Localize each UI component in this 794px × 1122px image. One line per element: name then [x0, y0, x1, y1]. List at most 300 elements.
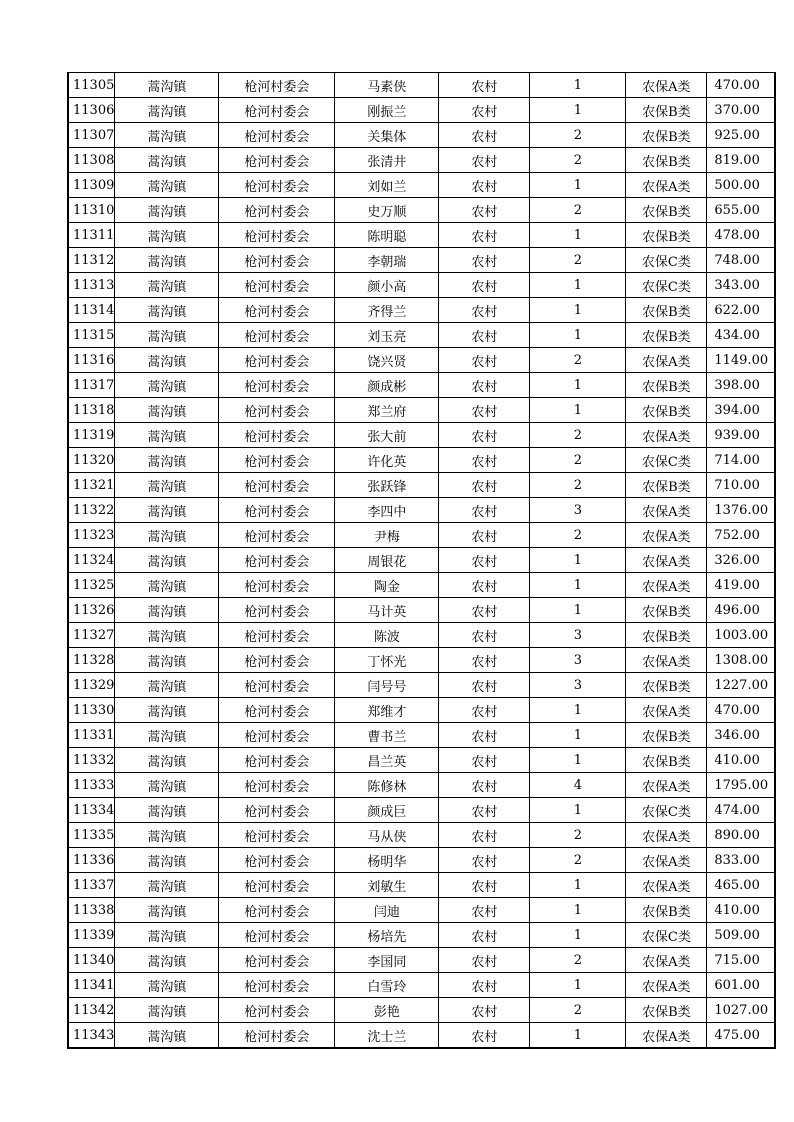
row-id-cell: 11315 — [68, 323, 115, 348]
town-cell: 蒿沟镇 — [115, 448, 219, 473]
household-count-cell: 1 — [530, 323, 626, 348]
insurance-class-cell: 农保B类 — [626, 98, 707, 123]
row-id-cell: 11316 — [68, 348, 115, 373]
row-id-cell: 11339 — [68, 923, 115, 948]
area-type-cell: 农村 — [439, 473, 530, 498]
table-row — [68, 448, 775, 473]
row-id-cell: 11313 — [68, 273, 115, 298]
table-row — [68, 123, 775, 148]
row-id-cell: 11327 — [68, 623, 115, 648]
name-cell: 刘如兰 — [335, 173, 439, 198]
table-row — [68, 598, 775, 623]
amount-cell: 890.00 — [707, 823, 775, 848]
area-type-cell: 农村 — [439, 323, 530, 348]
household-count-cell: 1 — [530, 923, 626, 948]
village-cell: 枪河村委会 — [219, 973, 335, 998]
village-cell: 枪河村委会 — [219, 398, 335, 423]
name-cell: 李四中 — [335, 498, 439, 523]
insurance-class-cell: 农保B类 — [626, 398, 707, 423]
amount-cell: 819.00 — [707, 148, 775, 173]
village-cell: 枪河村委会 — [219, 448, 335, 473]
village-cell: 枪河村委会 — [219, 723, 335, 748]
amount-cell: 1795.00 — [707, 773, 775, 798]
village-cell: 枪河村委会 — [219, 998, 335, 1023]
area-type-cell: 农村 — [439, 548, 530, 573]
town-cell: 蒿沟镇 — [115, 198, 219, 223]
village-cell: 枪河村委会 — [219, 73, 335, 98]
name-cell: 刘敏生 — [335, 873, 439, 898]
row-id-cell: 11311 — [68, 223, 115, 248]
table-row — [68, 473, 775, 498]
row-id-cell: 11305 — [68, 73, 115, 98]
insurance-class-cell: 农保A类 — [626, 848, 707, 873]
village-cell: 枪河村委会 — [219, 423, 335, 448]
amount-cell: 419.00 — [707, 573, 775, 598]
amount-cell: 394.00 — [707, 398, 775, 423]
table-row — [68, 273, 775, 298]
insurance-class-cell: 农保C类 — [626, 448, 707, 473]
table-row — [68, 423, 775, 448]
household-count-cell: 3 — [530, 623, 626, 648]
amount-cell: 370.00 — [707, 98, 775, 123]
table-row — [68, 298, 775, 323]
row-id-cell: 11340 — [68, 948, 115, 973]
area-type-cell: 农村 — [439, 998, 530, 1023]
insurance-class-cell: 农保B类 — [626, 473, 707, 498]
area-type-cell: 农村 — [439, 873, 530, 898]
name-cell: 关集体 — [335, 123, 439, 148]
table-row — [68, 648, 775, 673]
table-row — [68, 373, 775, 398]
village-cell: 枪河村委会 — [219, 848, 335, 873]
village-cell: 枪河村委会 — [219, 248, 335, 273]
village-cell: 枪河村委会 — [219, 698, 335, 723]
village-cell: 枪河村委会 — [219, 823, 335, 848]
row-id-cell: 11321 — [68, 473, 115, 498]
insurance-class-cell: 农保C类 — [626, 798, 707, 823]
amount-cell: 710.00 — [707, 473, 775, 498]
town-cell: 蒿沟镇 — [115, 248, 219, 273]
household-count-cell: 1 — [530, 298, 626, 323]
area-type-cell: 农村 — [439, 273, 530, 298]
area-type-cell: 农村 — [439, 298, 530, 323]
amount-cell: 752.00 — [707, 523, 775, 548]
area-type-cell: 农村 — [439, 748, 530, 773]
row-id-cell: 11320 — [68, 448, 115, 473]
row-id-cell: 11324 — [68, 548, 115, 573]
area-type-cell: 农村 — [439, 648, 530, 673]
insurance-class-cell: 农保A类 — [626, 73, 707, 98]
insurance-class-cell: 农保A类 — [626, 823, 707, 848]
name-cell: 马从侠 — [335, 823, 439, 848]
household-count-cell: 2 — [530, 948, 626, 973]
village-cell: 枪河村委会 — [219, 123, 335, 148]
name-cell: 齐得兰 — [335, 298, 439, 323]
town-cell: 蒿沟镇 — [115, 148, 219, 173]
table-row — [68, 723, 775, 748]
town-cell: 蒿沟镇 — [115, 273, 219, 298]
name-cell: 史万顺 — [335, 198, 439, 223]
amount-cell: 470.00 — [707, 73, 775, 98]
town-cell: 蒿沟镇 — [115, 948, 219, 973]
row-id-cell: 11328 — [68, 648, 115, 673]
town-cell: 蒿沟镇 — [115, 473, 219, 498]
insurance-class-cell: 农保C类 — [626, 923, 707, 948]
town-cell: 蒿沟镇 — [115, 873, 219, 898]
amount-cell: 1308.00 — [707, 648, 775, 673]
table-row — [68, 348, 775, 373]
name-cell: 饶兴贤 — [335, 348, 439, 373]
household-count-cell: 2 — [530, 198, 626, 223]
amount-cell: 1003.00 — [707, 623, 775, 648]
table-row — [68, 523, 775, 548]
insurance-class-cell: 农保A类 — [626, 873, 707, 898]
area-type-cell: 农村 — [439, 423, 530, 448]
table-row — [68, 623, 775, 648]
area-type-cell: 农村 — [439, 698, 530, 723]
row-id-cell: 11318 — [68, 398, 115, 423]
amount-cell: 1027.00 — [707, 998, 775, 1023]
name-cell: 李朝瑞 — [335, 248, 439, 273]
table-row — [68, 948, 775, 973]
row-id-cell: 11332 — [68, 748, 115, 773]
name-cell: 陈修林 — [335, 773, 439, 798]
table-row — [68, 98, 775, 123]
table-row — [68, 198, 775, 223]
village-cell: 枪河村委会 — [219, 1023, 335, 1049]
household-count-cell: 1 — [530, 748, 626, 773]
village-cell: 枪河村委会 — [219, 948, 335, 973]
name-cell: 彭艳 — [335, 998, 439, 1023]
amount-cell: 715.00 — [707, 948, 775, 973]
town-cell: 蒿沟镇 — [115, 623, 219, 648]
insurance-class-cell: 农保A类 — [626, 423, 707, 448]
area-type-cell: 农村 — [439, 173, 530, 198]
area-type-cell: 农村 — [439, 98, 530, 123]
insurance-class-cell: 农保A类 — [626, 173, 707, 198]
table-row — [68, 973, 775, 998]
amount-cell: 509.00 — [707, 923, 775, 948]
area-type-cell: 农村 — [439, 398, 530, 423]
area-type-cell: 农村 — [439, 198, 530, 223]
row-id-cell: 11331 — [68, 723, 115, 748]
row-id-cell: 11312 — [68, 248, 115, 273]
amount-cell: 465.00 — [707, 873, 775, 898]
row-id-cell: 11317 — [68, 373, 115, 398]
village-cell: 枪河村委会 — [219, 348, 335, 373]
town-cell: 蒿沟镇 — [115, 298, 219, 323]
amount-cell: 410.00 — [707, 748, 775, 773]
insurance-class-cell: 农保A类 — [626, 348, 707, 373]
insurance-class-cell: 农保A类 — [626, 698, 707, 723]
table-row — [68, 773, 775, 798]
household-count-cell: 1 — [530, 548, 626, 573]
village-cell: 枪河村委会 — [219, 873, 335, 898]
name-cell: 周银花 — [335, 548, 439, 573]
household-count-cell: 1 — [530, 898, 626, 923]
amount-cell: 478.00 — [707, 223, 775, 248]
town-cell: 蒿沟镇 — [115, 698, 219, 723]
town-cell: 蒿沟镇 — [115, 423, 219, 448]
insurance-class-cell: 农保B类 — [626, 673, 707, 698]
row-id-cell: 11330 — [68, 698, 115, 723]
insurance-class-cell: 农保B类 — [626, 723, 707, 748]
area-type-cell: 农村 — [439, 223, 530, 248]
table-row — [68, 848, 775, 873]
area-type-cell: 农村 — [439, 623, 530, 648]
amount-cell: 1376.00 — [707, 498, 775, 523]
insurance-class-cell: 农保A类 — [626, 973, 707, 998]
town-cell: 蒿沟镇 — [115, 573, 219, 598]
town-cell: 蒿沟镇 — [115, 748, 219, 773]
row-id-cell: 11325 — [68, 573, 115, 598]
row-id-cell: 11306 — [68, 98, 115, 123]
row-id-cell: 11337 — [68, 873, 115, 898]
table-row — [68, 823, 775, 848]
name-cell: 昌兰英 — [335, 748, 439, 773]
insurance-class-cell: 农保C类 — [626, 248, 707, 273]
household-count-cell: 1 — [530, 873, 626, 898]
amount-cell: 925.00 — [707, 123, 775, 148]
town-cell: 蒿沟镇 — [115, 648, 219, 673]
village-cell: 枪河村委会 — [219, 98, 335, 123]
town-cell: 蒿沟镇 — [115, 773, 219, 798]
table-row — [68, 923, 775, 948]
row-id-cell: 11309 — [68, 173, 115, 198]
village-cell: 枪河村委会 — [219, 623, 335, 648]
household-count-cell: 3 — [530, 498, 626, 523]
row-id-cell: 11314 — [68, 298, 115, 323]
row-id-cell: 11329 — [68, 673, 115, 698]
insurance-class-cell: 农保B类 — [626, 623, 707, 648]
name-cell: 白雪玲 — [335, 973, 439, 998]
town-cell: 蒿沟镇 — [115, 498, 219, 523]
row-id-cell: 11323 — [68, 523, 115, 548]
insurance-class-cell: 农保A类 — [626, 948, 707, 973]
town-cell: 蒿沟镇 — [115, 848, 219, 873]
area-type-cell: 农村 — [439, 1023, 530, 1049]
insurance-class-cell: 农保C类 — [626, 273, 707, 298]
household-count-cell: 1 — [530, 1023, 626, 1049]
amount-cell: 326.00 — [707, 548, 775, 573]
table-row — [68, 698, 775, 723]
name-cell: 尹梅 — [335, 523, 439, 548]
area-type-cell: 农村 — [439, 823, 530, 848]
row-id-cell: 11308 — [68, 148, 115, 173]
insurance-class-cell: 农保B类 — [626, 148, 707, 173]
name-cell: 陶金 — [335, 573, 439, 598]
table-row — [68, 548, 775, 573]
area-type-cell: 农村 — [439, 448, 530, 473]
household-count-cell: 1 — [530, 98, 626, 123]
name-cell: 丁怀光 — [335, 648, 439, 673]
insurance-class-cell: 农保B类 — [626, 998, 707, 1023]
insurance-class-cell: 农保B类 — [626, 123, 707, 148]
name-cell: 颜成彬 — [335, 373, 439, 398]
insurance-class-cell: 农保A类 — [626, 773, 707, 798]
village-cell: 枪河村委会 — [219, 898, 335, 923]
household-count-cell: 2 — [530, 823, 626, 848]
household-count-cell: 2 — [530, 523, 626, 548]
household-count-cell: 2 — [530, 123, 626, 148]
town-cell: 蒿沟镇 — [115, 673, 219, 698]
amount-cell: 500.00 — [707, 173, 775, 198]
town-cell: 蒿沟镇 — [115, 123, 219, 148]
town-cell: 蒿沟镇 — [115, 898, 219, 923]
insurance-class-cell: 农保B类 — [626, 223, 707, 248]
household-count-cell: 2 — [530, 248, 626, 273]
name-cell: 马计英 — [335, 598, 439, 623]
table-row — [68, 573, 775, 598]
insurance-class-cell: 农保A类 — [626, 498, 707, 523]
village-cell: 枪河村委会 — [219, 923, 335, 948]
row-id-cell: 11310 — [68, 198, 115, 223]
insurance-class-cell: 农保B类 — [626, 298, 707, 323]
village-cell: 枪河村委会 — [219, 298, 335, 323]
row-id-cell: 11319 — [68, 423, 115, 448]
name-cell: 陈明聪 — [335, 223, 439, 248]
village-cell: 枪河村委会 — [219, 798, 335, 823]
area-type-cell: 农村 — [439, 248, 530, 273]
household-count-cell: 1 — [530, 973, 626, 998]
insurance-class-cell: 农保A类 — [626, 573, 707, 598]
name-cell: 张大前 — [335, 423, 439, 448]
name-cell: 刘玉亮 — [335, 323, 439, 348]
table-row — [68, 498, 775, 523]
table-row — [68, 873, 775, 898]
area-type-cell: 农村 — [439, 373, 530, 398]
amount-cell: 398.00 — [707, 373, 775, 398]
amount-cell: 496.00 — [707, 598, 775, 623]
row-id-cell: 11342 — [68, 998, 115, 1023]
household-count-cell: 2 — [530, 148, 626, 173]
town-cell: 蒿沟镇 — [115, 173, 219, 198]
town-cell: 蒿沟镇 — [115, 823, 219, 848]
insurance-class-cell: 农保A类 — [626, 648, 707, 673]
village-cell: 枪河村委会 — [219, 773, 335, 798]
village-cell: 枪河村委会 — [219, 523, 335, 548]
insurance-class-cell: 农保B类 — [626, 598, 707, 623]
insurance-class-cell: 农保B类 — [626, 373, 707, 398]
area-type-cell: 农村 — [439, 573, 530, 598]
name-cell: 马素侠 — [335, 73, 439, 98]
household-count-cell: 1 — [530, 698, 626, 723]
row-id-cell: 11334 — [68, 798, 115, 823]
village-cell: 枪河村委会 — [219, 223, 335, 248]
amount-cell: 470.00 — [707, 698, 775, 723]
area-type-cell: 农村 — [439, 923, 530, 948]
village-cell: 枪河村委会 — [219, 198, 335, 223]
area-type-cell: 农村 — [439, 898, 530, 923]
amount-cell: 655.00 — [707, 198, 775, 223]
area-type-cell: 农村 — [439, 523, 530, 548]
household-count-cell: 1 — [530, 273, 626, 298]
row-id-cell: 11333 — [68, 773, 115, 798]
area-type-cell: 农村 — [439, 848, 530, 873]
row-id-cell: 11341 — [68, 973, 115, 998]
village-cell: 枪河村委会 — [219, 473, 335, 498]
area-type-cell: 农村 — [439, 73, 530, 98]
amount-cell: 343.00 — [707, 273, 775, 298]
amount-cell: 748.00 — [707, 248, 775, 273]
village-cell: 枪河村委会 — [219, 273, 335, 298]
table-row — [68, 673, 775, 698]
area-type-cell: 农村 — [439, 723, 530, 748]
village-cell: 枪河村委会 — [219, 648, 335, 673]
amount-cell: 622.00 — [707, 298, 775, 323]
records-table — [67, 72, 776, 1049]
name-cell: 颜小高 — [335, 273, 439, 298]
table-row — [68, 748, 775, 773]
village-cell: 枪河村委会 — [219, 498, 335, 523]
table-row — [68, 1023, 775, 1049]
amount-cell: 346.00 — [707, 723, 775, 748]
household-count-cell: 1 — [530, 173, 626, 198]
name-cell: 颜成巨 — [335, 798, 439, 823]
village-cell: 枪河村委会 — [219, 373, 335, 398]
household-count-cell: 2 — [530, 998, 626, 1023]
table-row — [68, 248, 775, 273]
name-cell: 许化英 — [335, 448, 439, 473]
household-count-cell: 2 — [530, 448, 626, 473]
table-row — [68, 998, 775, 1023]
area-type-cell: 农村 — [439, 773, 530, 798]
village-cell: 枪河村委会 — [219, 598, 335, 623]
village-cell: 枪河村委会 — [219, 748, 335, 773]
row-id-cell: 11326 — [68, 598, 115, 623]
household-count-cell: 1 — [530, 373, 626, 398]
row-id-cell: 11307 — [68, 123, 115, 148]
household-count-cell: 1 — [530, 223, 626, 248]
town-cell: 蒿沟镇 — [115, 923, 219, 948]
insurance-class-cell: 农保A类 — [626, 548, 707, 573]
amount-cell: 939.00 — [707, 423, 775, 448]
amount-cell: 475.00 — [707, 1023, 775, 1049]
table-row — [68, 173, 775, 198]
name-cell: 张跃锋 — [335, 473, 439, 498]
amount-cell: 714.00 — [707, 448, 775, 473]
name-cell: 杨明华 — [335, 848, 439, 873]
town-cell: 蒿沟镇 — [115, 98, 219, 123]
amount-cell: 434.00 — [707, 323, 775, 348]
amount-cell: 474.00 — [707, 798, 775, 823]
row-id-cell: 11335 — [68, 823, 115, 848]
row-id-cell: 11322 — [68, 498, 115, 523]
area-type-cell: 农村 — [439, 673, 530, 698]
insurance-class-cell: 农保B类 — [626, 898, 707, 923]
household-count-cell: 1 — [530, 398, 626, 423]
table-row — [68, 73, 775, 98]
town-cell: 蒿沟镇 — [115, 73, 219, 98]
town-cell: 蒿沟镇 — [115, 398, 219, 423]
table-row — [68, 323, 775, 348]
town-cell: 蒿沟镇 — [115, 723, 219, 748]
table-body — [68, 73, 775, 1049]
village-cell: 枪河村委会 — [219, 173, 335, 198]
amount-cell: 1149.00 — [707, 348, 775, 373]
area-type-cell: 农村 — [439, 348, 530, 373]
household-count-cell: 2 — [530, 473, 626, 498]
household-count-cell: 2 — [530, 348, 626, 373]
name-cell: 李国同 — [335, 948, 439, 973]
village-cell: 枪河村委会 — [219, 673, 335, 698]
area-type-cell: 农村 — [439, 948, 530, 973]
household-count-cell: 1 — [530, 598, 626, 623]
amount-cell: 1227.00 — [707, 673, 775, 698]
table-row — [68, 148, 775, 173]
household-count-cell: 2 — [530, 423, 626, 448]
name-cell: 陈波 — [335, 623, 439, 648]
